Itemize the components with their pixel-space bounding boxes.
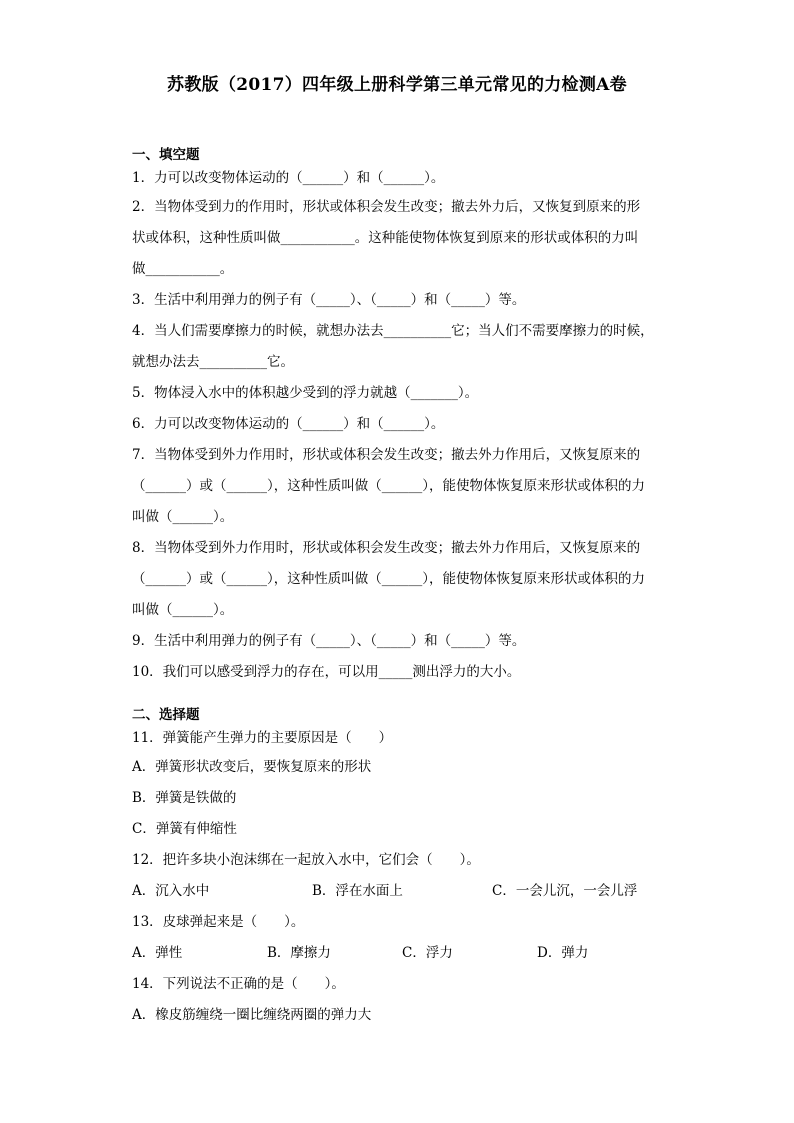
answer-option: D．弹力	[537, 945, 589, 961]
page-title: 苏教版（2017）四年级上册科学第三单元常见的力检测A卷	[167, 75, 627, 95]
answer-options-row	[132, 938, 672, 969]
answer-option: C．弹簧有伸缩性	[132, 821, 237, 837]
question-line: 叫做（______）。	[132, 509, 234, 525]
question-line: 1．力可以改变物体运动的（______）和（______）。	[132, 170, 445, 186]
section-heading-fill-blank: 一、填空题	[132, 147, 200, 163]
answer-option: A．弹性	[132, 945, 183, 961]
question-line: 4．当人们需要摩擦力的时候，就想办法去__________它；当人们不需要摩擦力的时候，	[132, 323, 654, 339]
answer-option: A．橡皮筋缠绕一圈比缠绕两圈的弹力大	[132, 1007, 372, 1023]
answer-option: C．一会儿沉，一会儿浮	[492, 883, 638, 899]
question-line: 叫做（______）。	[132, 602, 234, 618]
question-line: 5．物体浸入水中的体积越少受到的浮力就越（_______）。	[132, 385, 479, 401]
question-line: （______）或（______），这种性质叫做（______），能使物体恢复原来形状或体积的力	[132, 478, 645, 494]
question-line: （______）或（______），这种性质叫做（______），能使物体恢复原来形状或体积的力	[132, 571, 645, 587]
question-line: 就想办法去__________它。	[132, 354, 294, 370]
question-stem: 13．皮球弹起来是（ ）。	[132, 914, 305, 930]
answer-option: B．浮在水面上	[312, 883, 403, 899]
question-line: 7．当物体受到外力作用时，形状或体积会发生改变；撤去外力作用后，又恢复原来的	[132, 447, 641, 463]
question-line: 9．生活中利用弹力的例子有（_____）、（_____）和（_____）等。	[132, 633, 526, 649]
question-stem: 14．下列说法不正确的是（ ）。	[132, 976, 345, 992]
question-line: 做___________。	[132, 261, 234, 277]
question-line: 10．我们可以感受到浮力的存在，可以用_____测出浮力的大小。	[132, 664, 521, 680]
answer-option: B．摩擦力	[267, 945, 331, 961]
question-line: 3．生活中利用弹力的例子有（_____）、（_____）和（_____）等。	[132, 292, 526, 308]
section-heading-multiple-choice: 二、选择题	[132, 707, 200, 723]
question-stem: 11．弹簧能产生弹力的主要原因是（ ）	[132, 730, 393, 746]
question-line: 6．力可以改变物体运动的（______）和（______）。	[132, 416, 445, 432]
question-stem: 12．把许多块小泡沫绑在一起放入水中，它们会（ ）。	[132, 852, 480, 868]
section-spacer	[132, 688, 672, 705]
answer-option: B．弹簧是铁做的	[132, 790, 237, 806]
question-line: 2．当物体受到力的作用时，形状或体积会发生改变；撤去外力后，又恢复到原来的形	[132, 199, 641, 215]
answer-option: A．沉入水中	[132, 883, 210, 899]
answer-option: A．弹簧形状改变后，要恢复原来的形状	[132, 759, 372, 775]
worksheet-body	[132, 145, 672, 1031]
answer-options-row	[132, 876, 672, 907]
question-line: 状或体积，这种性质叫做___________。这种能使物体恢复到原来的形状或体积的力叫	[132, 230, 639, 246]
answer-option: C．浮力	[402, 945, 453, 961]
question-line: 8．当物体受到外力作用时，形状或体积会发生改变；撤去外力作用后，又恢复原来的	[132, 540, 641, 556]
